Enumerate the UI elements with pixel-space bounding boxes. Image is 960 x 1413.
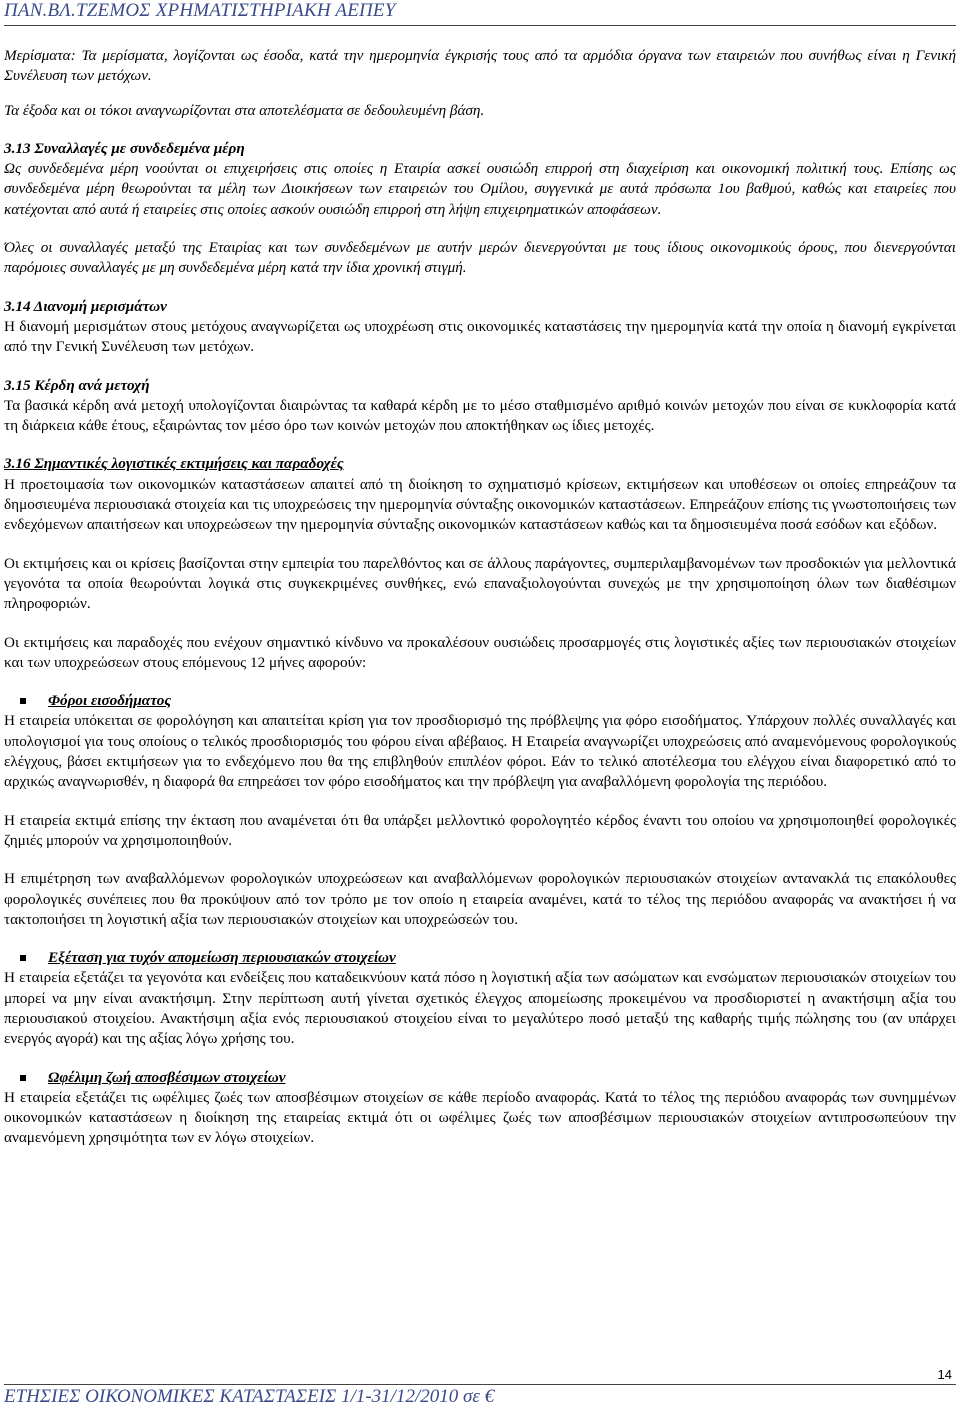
- income-tax-paragraph-1: Η εταιρεία υπόκειται σε φορολόγηση και απαιτείται κρίση για τον προσδιορισμό της πρόβλεψης για φόρο εισοδήματος. Υπάρχουν πολλές συναλλαγές και υπολογισμοί για τους οποίους ο τελικός προσδιορισμός του φόρου είναι αβέβαιος. Η Εταιρεία αναγνωρίζει υποχρεώσεις από αναμενόμενους φορολογικούς ελέγχους, βάσει εκτιμήσεων για το ενδεχόμενο που θα της επιβληθούν επιπλέον φόροι. Εάν το τελικό αποτέλεσμα του ελέγχου είναι διαφορετικό από το αρχικώς αναγνωρισθέν, η διαφορά θα επηρεάσει τον φόρο εισοδήματος και την πρόβλεψη για αναβαλλόμενη φορολογία της περιόδου.: [4, 712, 956, 791]
- income-tax-paragraph-3: Η επιμέτρηση των αναβαλλόμενων φορολογικών υποχρεώσεων και αναβαλλόμενων φορολογικών περιουσιακών στοιχείων αντανακλά τις επακόλουθες φορολογικές συνέπειες που θα προκύψουν από τον τρόπο με τον οποίο η εταιρεία αναμένει, κατά το τέλος της περιόδου αναφοράς να ανακτήσει ή να τακτοποιήσει τη λογιστική αξία των περιουσιακών στοιχείων και υποχρεώσεών του.: [4, 870, 956, 928]
- impairment-paragraph: Η εταιρεία εξετάζει τα γεγονότα και ενδείξεις που καταδεικνύουν κατά πόσο η λογιστική αξία των ασώματων και ενσώματων περιουσιακών στοιχείων του μπορεί να μην είναι ανακτήσιμη. Στην περίπτωση αυτή γίνεται σχετικός έλεγχος απομείωσης προκειμένου να προσδιοριστεί η ανακτήσιμη αξία του περιουσιακού στοιχείου. Ανακτήσιμη αξία ενός περιουσιακού στοιχείου είναι το μεγαλύτερο ποσό μεταξύ της καθαρής τιμής πώλησης του (αν υπάρχει ενεργός αγορά) και της αξίας λόγω χρήσης του.: [4, 969, 956, 1048]
- bullet-impairment-title: Εξέταση για τυχόν απομείωση περιουσιακών στοιχείων: [48, 949, 396, 967]
- bullet-useful-life-title: Ωφέλιμη ζωή αποσβέσιμων στοιχείων: [48, 1068, 286, 1086]
- useful-life-paragraph: Η εταιρεία εξετάζει τις ωφέλιμες ζωές των αποσβέσιμων στοιχείων σε κάθε περίοδο αναφοράς. Κατά το τέλος της περιόδου αναφοράς των συνημμένων οικονομικών καταστάσεων η διοίκηση της εταιρείας εκτιμά ότι οι ωφέλιμες ζωές των αποσβέσιμων περιουσιακών στοιχείων αντιπροσωπεύουν την αναμενόμενη χρησιμότητα των εν λόγω στοιχείων.: [4, 1088, 956, 1147]
- section-3-16-paragraph-3: Οι εκτιμήσεις και παραδοχές που ενέχουν σημαντικό κίνδυνο να προκαλέσουν ουσιώδεις προσαρμογές στις λογιστικές αξίες των περιουσιακών στοιχείων και των υποχρεώσεων στους επόμενους 12 μήνες αφορούν:: [4, 633, 956, 671]
- section-3-16-title: 3.16 Σημαντικές λογιστικές εκτιμήσεις και παραδοχές: [4, 455, 344, 473]
- bullet-impairment: [4, 948, 956, 968]
- bullet-income-tax-title: Φόροι εισοδήματος: [48, 692, 172, 710]
- section-3-15-paragraph: Τα βασικά κέρδη ανά μετοχή υπολογίζονται διαιρώντας τα καθαρά κέρδη με το μέσο σταθμισμένο αριθμό κοινών μετοχών που είναι σε κυκλοφορία κατά τη διάρκεια κάθε έτους, εξαιρώντας τον μέσο όρο των κοινών μετοχών που αποκτήθηκαν ως ίδιες μετοχές.: [4, 396, 956, 435]
- footer-title: ΕΤΗΣΙΕΣ ΟΙΚΟΝΟΜΙΚΕΣ ΚΑΤΑΣΤΑΣΕΙΣ 1/1-31/12/2010 σε €: [4, 1386, 495, 1407]
- page-number: 14: [937, 1367, 952, 1382]
- section-3-16-paragraph-1: Η προετοιμασία των οικονομικών καταστάσεων απαιτεί από τη διοίκηση το σχηματισμό κρίσεων, εκτιμήσεων και υποθέσεων οι οποίες επηρεάζουν τα δημοσιευμένα περιουσιακά στοιχεία και τις υποχρεώσεις την ημερομηνία σύνταξης οικονομικών καταστάσεων. Επηρεάζουν επίσης τις γνωστοποιήσεις των ενδεχόμενων απαιτήσεων και υποχρεώσεων την ημερομηνία σύνταξης οικονομικών καταστάσεων καθώς και τα δημοσιευμένα ποσά εσόδων και εξόδων.: [4, 475, 956, 534]
- section-3-13-paragraph-1: Ως συνδεδεμένα μέρη νοούνται οι επιχειρήσεις στις οποίες η Εταιρία ασκεί ουσιώδη επιρροή στη διαχείριση και οικονομική πολιτική τους. Επίσης ως συνδεδεμένα μέρη θεωρούνται τα μέλη των Διοικήσεων των εταιρειών του Ομίλου, συγγενικά με αυτά πρόσωπα 1ου βαθμού, καθώς και εταιρείες που κατέχονται από αυτά ή εταιρείες στις οποίες ασκούν ουσιώδη επιρροή στη λήψη επιχειρηματικών αποφάσεων.: [4, 160, 956, 218]
- square-bullet-icon: [20, 1075, 26, 1081]
- document-body: [4, 46, 956, 1149]
- header-divider: [4, 25, 956, 26]
- dividends-paragraph: Μερίσματα: Τα μερίσματα, λογίζονται ως έσοδα, κατά την ημερομηνία έγκρισής τους από τα αρμόδια όργανα των εταιρειών που συνήθως είναι η Γενική Συνέλευση των μετόχων.: [4, 47, 956, 85]
- section-3-14-title: 3.14 Διανομή μερισμάτων: [4, 297, 167, 315]
- square-bullet-icon: [20, 955, 26, 961]
- section-3-13-paragraph-2: Όλες οι συναλλαγές μεταξύ της Εταιρίας και των συνδεδεμένων με αυτήν μερών διενεργούνται με τους ίδιους οικονομικούς όρους, που διενεργούνται παρόμοιες συναλλαγές με μη συνδεδεμένα μέρη κατά την ίδια χρονική στιγμή.: [4, 239, 956, 277]
- header-title: ΠΑΝ.ΒΛ.ΤΖΕΜΟΣ ΧΡΗΜΑΤΙΣΤΗΡΙΑΚΗ ΑΕΠΕΥ: [4, 0, 396, 21]
- income-tax-paragraph-2: Η εταιρεία εκτιμά επίσης την έκταση που αναμένεται ότι θα υπάρξει μελλοντικό φορολογητέο κέρδος έναντι του οποίου να χρησιμοποιηθεί φορολογικές ζημιές μπορούν να χρησιμοποιηθούν.: [4, 811, 956, 849]
- expenses-paragraph: Τα έξοδα και οι τόκοι αναγνωρίζονται στα αποτελέσματα σε δεδουλευμένη βάση.: [4, 101, 485, 119]
- bullet-income-tax: [4, 691, 956, 711]
- footer-divider: [4, 1384, 956, 1385]
- bullet-useful-life: [4, 1068, 956, 1088]
- square-bullet-icon: [20, 698, 26, 704]
- section-3-15-title: 3.15 Κέρδη ανά μετοχή: [4, 376, 150, 394]
- section-3-14-paragraph: Η διανομή μερισμάτων στους μετόχους αναγνωρίζεται ως υποχρέωση στις οικονομικές καταστάσεις την ημερομηνία κατά την οποία η διανομή εγκρίνεται από την Γενική Συνέλευση των μετόχων.: [4, 317, 956, 356]
- section-3-16-paragraph-2: Οι εκτιμήσεις και οι κρίσεις βασίζονται στην εμπειρία του παρελθόντος και σε άλλους παράγοντες, συμπεριλαμβανομένων των προσδοκιών για μελλοντικά γεγονότα τα οποία θεωρούνται λογικά στις συγκεκριμένες συνθήκες, ενώ επαναξιολογούνται συνεχώς με την χρησιμοποίηση όλων των διαθέσιμων πληροφοριών.: [4, 554, 956, 613]
- section-3-13-title: 3.13 Συναλλαγές με συνδεδεμένα μέρη: [4, 139, 245, 157]
